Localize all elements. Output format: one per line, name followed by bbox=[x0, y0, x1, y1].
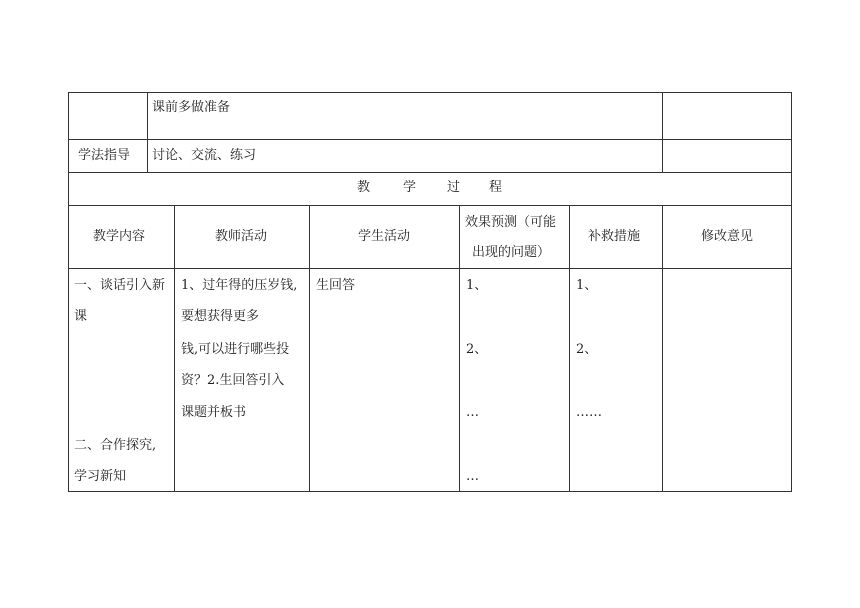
row-divider-2 bbox=[68, 172, 792, 173]
student-line-1: 生回答 bbox=[316, 278, 356, 293]
content-line-3: 二、合作探究, bbox=[74, 438, 157, 453]
col-divider-4 bbox=[569, 205, 570, 492]
process-title-char-3: 过 bbox=[447, 180, 461, 195]
content-line-4: 学习新知 bbox=[74, 469, 127, 484]
header-effect-line1: 效果预测（可能 bbox=[465, 215, 557, 230]
col-divider-3 bbox=[459, 205, 460, 492]
method-label: 学法指导 bbox=[78, 148, 131, 163]
method-value: 讨论、交流、练习 bbox=[152, 148, 257, 163]
teacher-line-4: 资？2.生回答引入 bbox=[181, 373, 285, 388]
prep-text: 课前多做准备 bbox=[152, 100, 231, 115]
remedy-line-2: 2、 bbox=[576, 342, 598, 357]
teacher-line-2: 要想获得更多 bbox=[181, 309, 260, 324]
col-divider-2 bbox=[309, 205, 310, 492]
content-line-1: 一、谈话引入新 bbox=[74, 278, 166, 293]
table-border-right bbox=[791, 92, 792, 492]
remedy-line-3: …… bbox=[576, 405, 602, 420]
teacher-line-5: 课题并板书 bbox=[181, 405, 247, 420]
row-divider-3 bbox=[68, 205, 792, 206]
header-effect-line2: 出现的问题） bbox=[472, 245, 551, 260]
remedy-line-1: 1、 bbox=[576, 278, 598, 293]
effect-line-4: … bbox=[466, 469, 479, 484]
process-title-char-4: 程 bbox=[489, 180, 503, 195]
row-divider-4 bbox=[68, 268, 792, 269]
process-title-char-2: 学 bbox=[403, 180, 417, 195]
table-border-left bbox=[68, 92, 69, 492]
header-remedy: 补救措施 bbox=[588, 229, 641, 244]
effect-line-3: … bbox=[466, 405, 479, 420]
header-student: 学生活动 bbox=[358, 229, 411, 244]
header-content: 教学内容 bbox=[93, 229, 146, 244]
header-revision: 修改意见 bbox=[701, 229, 754, 244]
effect-line-2: 2、 bbox=[466, 342, 488, 357]
col-divider-5 bbox=[662, 205, 663, 492]
table-border-bottom bbox=[68, 491, 792, 492]
content-line-2: 课 bbox=[74, 309, 88, 324]
process-title-char-1: 教 bbox=[357, 180, 371, 195]
teacher-line-1: 1、过年得的压岁钱, bbox=[181, 278, 298, 293]
header-teacher: 教师活动 bbox=[215, 229, 268, 244]
effect-line-1: 1、 bbox=[466, 278, 488, 293]
top-col-divider-a bbox=[147, 92, 148, 173]
top-col-divider-b bbox=[662, 92, 663, 173]
teacher-line-3: 钱,可以进行哪些投 bbox=[181, 342, 290, 357]
col-divider-1 bbox=[174, 205, 175, 492]
